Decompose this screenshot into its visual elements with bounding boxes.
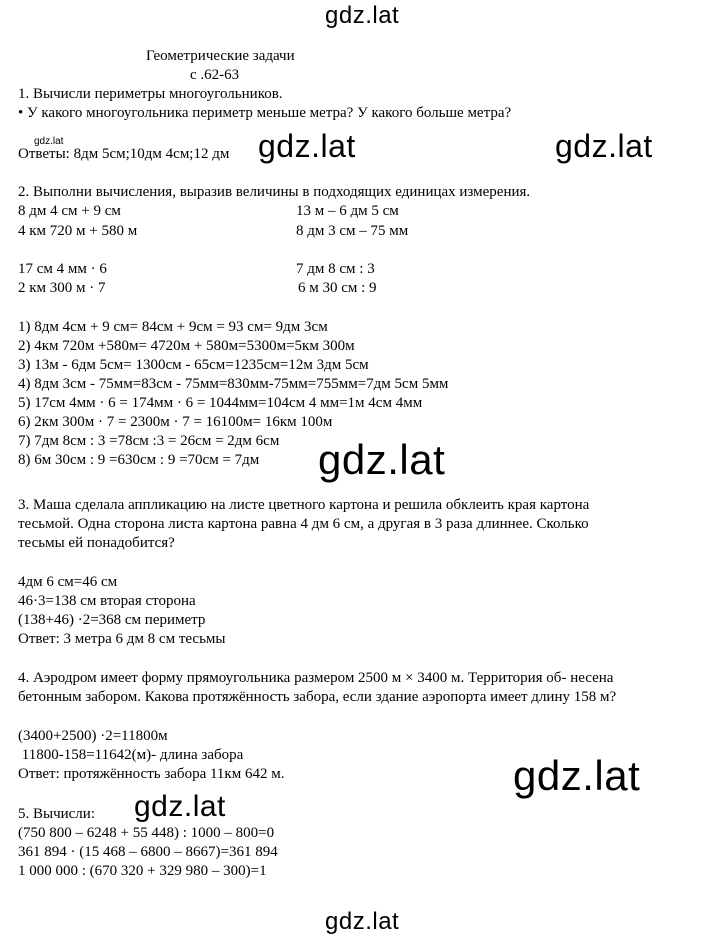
watermark-top: gdz.lat: [325, 2, 400, 29]
task3-line2: тесьмой. Одна сторона листа картона равна 4 дм 6 см, а другая в 3 раза длиннее. Сколько: [18, 516, 589, 532]
watermark-center: gdz.lat: [314, 436, 449, 484]
watermark-bottom: gdz.lat: [325, 908, 400, 935]
watermark-right-lower: gdz.lat: [513, 752, 641, 799]
task2-left-1: 8 дм 4 см + 9 см: [18, 203, 121, 219]
task2-left-5: 2 км 300 м · 7: [18, 280, 106, 296]
task2-solution-7: 7) 7дм 8см : 3 =78см :3 = 26см = 2дм 6см: [18, 433, 280, 449]
task4-solution-3: Ответ: протяжённость забора 11км 642 м.: [18, 766, 285, 782]
task2-solution-3: 3) 13м - 6дм 5см= 1300см - 65см=1235см=12м 3дм 5см: [18, 357, 369, 373]
task4-solution-2: 11800-158=11642(м)- длина забора: [18, 747, 244, 763]
watermark-bottom-left: gdz.lat: [130, 790, 230, 824]
task3-solution-2: 46·3=138 см вторая сторона: [18, 593, 196, 609]
watermark-mid-left: gdz.lat: [258, 128, 356, 164]
task3-line3: тесьмы ей понадобится?: [18, 535, 175, 551]
task1-line1: 1. Вычисли периметры многоугольников.: [18, 86, 283, 102]
task1-answer: Ответы: 8дм 5см;10дм 4см;12 дм: [18, 146, 230, 162]
task2-right-5: 6 м 30 см : 9: [298, 280, 377, 296]
task4-line2: бетонным забором. Какова протяжённость забора, если здание аэропорта имеет длину 158 м?: [18, 689, 617, 705]
task3-line1: 3. Маша сделала аппликацию на листе цветного картона и решила обклеить края картона: [18, 497, 590, 513]
task5-line1: (750 800 – 6248 + 55 448) : 1000 – 800=0: [18, 825, 275, 841]
task2-solution-6: 6) 2км 300м · 7 = 2300м · 7 = 16100м= 16км 100м: [18, 414, 333, 430]
task2-solution-5: 5) 17см 4мм · 6 = 174мм · 6 = 1044мм=104см 4 мм=1м 4см 4мм: [18, 395, 423, 411]
task2-left-4: 17 см 4 мм · 6: [18, 261, 107, 277]
task3-solution-1: 4дм 6 см=46 см: [18, 574, 118, 590]
task3-solution-3: (138+46) ·2=368 см периметр: [18, 612, 206, 628]
page-range: с .62-63: [190, 67, 240, 83]
task1-line2: • У какого многоугольника периметр меньше метра? У какого больше метра?: [18, 105, 512, 121]
task2-right-2: 8 дм 3 см – 75 мм: [296, 223, 409, 239]
task2-solution-8: 8) 6м 30см : 9 =630см : 9 =70см = 7дм: [18, 452, 260, 468]
task5-heading: 5. Вычисли:: [18, 806, 95, 822]
task5-line2: 361 894 · (15 468 – 6800 – 8667)=361 894: [18, 844, 278, 860]
task2-left-2: 4 км 720 м + 580 м: [18, 223, 138, 239]
task2-solution-4: 4) 8дм 3см - 75мм=83см - 75мм=830мм-75мм=755мм=7дм 5см 5мм: [18, 376, 449, 392]
page-title: Геометрические задачи: [146, 48, 295, 64]
task2-solution-1: 1) 8дм 4см + 9 см= 84см + 9см = 93 см= 9дм 3см: [18, 319, 328, 335]
task2-heading: 2. Выполни вычисления, выразив величины в подходящих единицах измерения.: [18, 184, 531, 200]
task4-solution-1: (3400+2500) ·2=11800м: [18, 728, 168, 744]
task3-solution-4: Ответ: 3 метра 6 дм 8 см тесьмы: [18, 631, 226, 647]
task2-right-4: 7 дм 8 см : 3: [296, 261, 375, 277]
task4-line1: 4. Аэродром имеет форму прямоугольника размером 2500 м × 3400 м. Территория об- несена: [18, 670, 614, 686]
task2-solution-2: 2) 4км 720м +580м= 4720м + 580м=5300м=5км 300м: [18, 338, 355, 354]
watermark-mid-right: gdz.lat: [555, 128, 653, 164]
watermark-tiny: gdz.lat: [34, 136, 64, 147]
task5-line3: 1 000 000 : (670 320 + 329 980 – 300)=1: [18, 863, 267, 879]
task2-right-1: 13 м – 6 дм 5 см: [296, 203, 399, 219]
